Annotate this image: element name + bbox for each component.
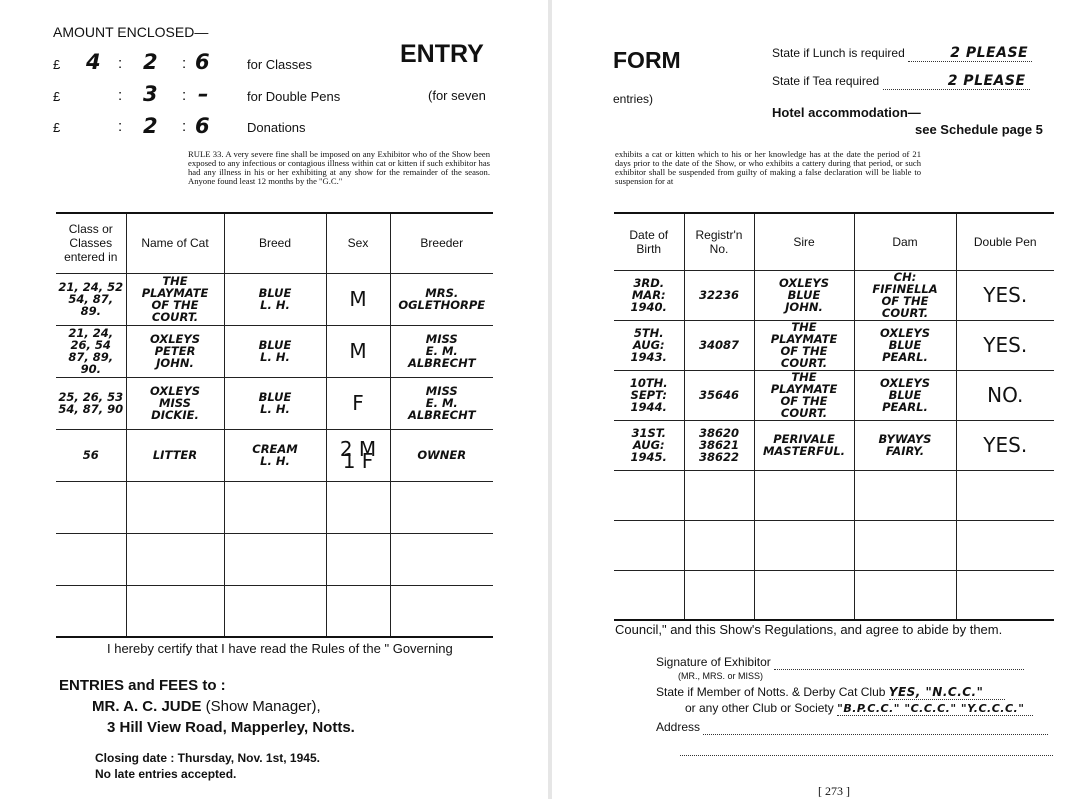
other-club-label: or any other Club or Society bbox=[685, 701, 834, 715]
table-cell: 32236 bbox=[684, 270, 754, 320]
member-value: YES, "N.C.C." bbox=[889, 685, 1005, 700]
table-cell bbox=[224, 481, 326, 533]
header-double-pen: Double Pen bbox=[956, 213, 1054, 270]
currency-symbol: £ bbox=[53, 120, 61, 135]
table-cell: THE PLAYMATE OF THE COURT. bbox=[754, 370, 854, 420]
table-cell: OXLEYS PETER JOHN. bbox=[126, 325, 224, 377]
form-title: FORM bbox=[613, 47, 681, 73]
pence-value: 6 bbox=[195, 50, 211, 74]
table-cell bbox=[56, 533, 126, 585]
table-cell bbox=[854, 470, 956, 520]
table-cell bbox=[614, 570, 684, 620]
shillings-value: 3 bbox=[143, 82, 159, 106]
table-cell bbox=[126, 533, 224, 585]
right-page bbox=[552, 0, 1076, 799]
table-cell bbox=[684, 520, 754, 570]
table-cell bbox=[854, 520, 956, 570]
signature-line bbox=[656, 655, 1024, 670]
rule-33-text: RULE 33. A very severe fine shall be imposed on any Exhibitor who of the Show been exposed to any infectious or contagious illness within cat or kitten if such exhibitor has had any illness in his or her exhibiting at any show for the remainder of the season. Anyone found least 12 months by the "G.C." bbox=[188, 149, 490, 186]
table-cell bbox=[956, 520, 1054, 570]
separator: : bbox=[118, 118, 123, 135]
currency-symbol: £ bbox=[53, 57, 61, 72]
table-cell: M bbox=[326, 325, 390, 377]
table-cell: BLUE L. H. bbox=[224, 325, 326, 377]
table-cell: YES. bbox=[956, 270, 1054, 320]
lunch-line bbox=[772, 45, 1032, 62]
table-row bbox=[614, 270, 1054, 320]
header-sire: Sire bbox=[754, 213, 854, 270]
table-cell bbox=[56, 481, 126, 533]
pence-value: 6 bbox=[195, 114, 211, 138]
entries-text: entries) bbox=[613, 92, 654, 106]
header-breeder: Breeder bbox=[390, 213, 493, 273]
table-cell: OXLEYS BLUE PEARL. bbox=[854, 370, 956, 420]
lunch-value: 2 PLEASE bbox=[908, 45, 1032, 62]
separator: : bbox=[118, 55, 123, 72]
table-cell: 10TH. SEPT: 1944. bbox=[614, 370, 684, 420]
table-cell: OWNER bbox=[390, 429, 493, 481]
table-cell: MISS E. M. ALBRECHT bbox=[390, 377, 493, 429]
table-cell: 2 M 1 F bbox=[326, 429, 390, 481]
table-row bbox=[56, 533, 493, 585]
rule-text-continued: exhibits a cat or kitten which to his or her knowledge has at the date the period of 21 days prior to the date of the Show, or who exhibits a cattery during that period, or such exhibitor shall be suspended from guilty of making a false declaration will be liable to suspension for at bbox=[615, 149, 921, 186]
table-row bbox=[614, 470, 1054, 520]
table-cell: BLUE L. H. bbox=[224, 377, 326, 429]
table-cell: OXLEYS MISS DICKIE. bbox=[126, 377, 224, 429]
table-cell bbox=[126, 481, 224, 533]
table-cell bbox=[956, 470, 1054, 520]
table-row bbox=[56, 273, 493, 325]
member-label: State if Member of Notts. & Derby Cat Club bbox=[656, 685, 886, 699]
table-cell: 21, 24, 26, 54 87, 89, 90. bbox=[56, 325, 126, 377]
table-cell: OXLEYS BLUE JOHN. bbox=[754, 270, 854, 320]
tea-line bbox=[772, 73, 1030, 90]
table-cell bbox=[390, 585, 493, 637]
table-cell: YES. bbox=[956, 420, 1054, 470]
hotel-sub: see Schedule page 5 bbox=[915, 122, 1043, 137]
table-cell: 25, 26, 53 54, 87, 90 bbox=[56, 377, 126, 429]
address-line-2 bbox=[680, 737, 1053, 756]
table-row bbox=[56, 585, 493, 637]
for-seven-text: (for seven bbox=[428, 88, 486, 103]
member-line bbox=[656, 685, 1005, 700]
separator: : bbox=[118, 87, 123, 104]
table-cell: 35646 bbox=[684, 370, 754, 420]
table-row bbox=[614, 320, 1054, 370]
address-line bbox=[656, 720, 1048, 735]
separator: : bbox=[182, 55, 187, 72]
entry-table-body bbox=[56, 273, 493, 637]
table-row bbox=[614, 570, 1054, 620]
table-cell bbox=[614, 520, 684, 570]
manager-role: (Show Manager), bbox=[201, 698, 321, 715]
shillings-value: 2 bbox=[143, 50, 159, 74]
table-row bbox=[614, 520, 1054, 570]
header-breed: Breed bbox=[224, 213, 326, 273]
address-field-2 bbox=[680, 737, 1053, 756]
table-cell: CH: FIFINELLA OF THE COURT. bbox=[854, 270, 956, 320]
table-cell bbox=[326, 533, 390, 585]
closing-date: Closing date : Thursday, Nov. 1st, 1945. bbox=[95, 751, 320, 765]
separator: : bbox=[182, 118, 187, 135]
table-cell bbox=[224, 533, 326, 585]
table-cell bbox=[224, 585, 326, 637]
table-cell bbox=[326, 585, 390, 637]
shillings-value: 2 bbox=[143, 114, 159, 138]
table-cell bbox=[754, 520, 854, 570]
fees-heading: ENTRIES and FEES to : bbox=[59, 677, 226, 694]
currency-symbol: £ bbox=[53, 89, 61, 104]
page-number: [ 273 ] bbox=[818, 784, 850, 798]
address-field-1 bbox=[703, 720, 1048, 735]
table-cell: NO. bbox=[956, 370, 1054, 420]
table-cell: 3RD. MAR: 1940. bbox=[614, 270, 684, 320]
header-registration-no: Registr'n No. bbox=[684, 213, 754, 270]
pedigree-table bbox=[614, 212, 1054, 621]
table-cell bbox=[684, 470, 754, 520]
lunch-label: State if Lunch is required bbox=[772, 46, 905, 60]
table-cell: 21, 24, 52 54, 87, 89. bbox=[56, 273, 126, 325]
certify-text: I hereby certify that I have read the Rules of the " Governing bbox=[107, 641, 453, 656]
table-cell bbox=[390, 533, 493, 585]
no-late-entries: No late entries accepted. bbox=[95, 767, 237, 781]
amount-enclosed-heading: AMOUNT ENCLOSED— bbox=[53, 24, 209, 40]
table-cell bbox=[326, 481, 390, 533]
header-sex: Sex bbox=[326, 213, 390, 273]
separator: : bbox=[182, 87, 187, 104]
tea-value: 2 PLEASE bbox=[883, 73, 1030, 90]
table-cell bbox=[126, 585, 224, 637]
table-cell: BYWAYS FAIRY. bbox=[854, 420, 956, 470]
table-cell bbox=[956, 570, 1054, 620]
table-cell bbox=[854, 570, 956, 620]
manager-line bbox=[92, 698, 321, 715]
table-row bbox=[56, 481, 493, 533]
table-cell: THE PLAYMATE OF THE COURT. bbox=[754, 320, 854, 370]
table-row bbox=[614, 370, 1054, 420]
table-cell: F bbox=[326, 377, 390, 429]
table-cell: PERIVALE MASTERFUL. bbox=[754, 420, 854, 470]
signature-label: Signature of Exhibitor bbox=[656, 655, 771, 669]
table-row bbox=[56, 377, 493, 429]
table-cell: MISS E. M. ALBRECHT bbox=[390, 325, 493, 377]
tea-label: State if Tea required bbox=[772, 74, 880, 88]
header-name-of-cat: Name of Cat bbox=[126, 213, 224, 273]
amount-label: for Double Pens bbox=[247, 89, 341, 104]
header-classes: Class or Classes entered in bbox=[56, 213, 126, 273]
table-cell bbox=[614, 470, 684, 520]
table-cell: YES. bbox=[956, 320, 1054, 370]
table-cell: 38620 38621 38622 bbox=[684, 420, 754, 470]
table-row bbox=[614, 420, 1054, 470]
manager-name: MR. A. C. JUDE bbox=[92, 698, 202, 715]
table-cell: 56 bbox=[56, 429, 126, 481]
pedigree-table-body bbox=[614, 270, 1054, 620]
table-cell: OXLEYS BLUE PEARL. bbox=[854, 320, 956, 370]
header-dam: Dam bbox=[854, 213, 956, 270]
address-label: Address bbox=[656, 720, 701, 734]
table-cell: 34087 bbox=[684, 320, 754, 370]
table-cell: LITTER bbox=[126, 429, 224, 481]
amount-label: for Classes bbox=[247, 57, 313, 72]
signature-field bbox=[774, 655, 1024, 670]
council-text: Council," and this Show's Regulations, and agree to abide by them. bbox=[615, 622, 1003, 637]
table-cell bbox=[754, 470, 854, 520]
manager-address: 3 Hill View Road, Mapperley, Notts. bbox=[107, 719, 355, 736]
table-cell: 5TH. AUG: 1943. bbox=[614, 320, 684, 370]
other-club-value: "B.P.C.C." "C.C.C." "Y.C.C.C." bbox=[837, 702, 1033, 716]
table-cell: THE PLAYMATE OF THE COURT. bbox=[126, 273, 224, 325]
table-row bbox=[56, 325, 493, 377]
hotel-label: Hotel accommodation— bbox=[772, 105, 921, 120]
entry-table bbox=[56, 212, 493, 638]
signature-sub: (MR., MRS. or MISS) bbox=[678, 671, 763, 681]
table-cell: CREAM L. H. bbox=[224, 429, 326, 481]
pence-value: – bbox=[198, 82, 209, 106]
entry-title: ENTRY bbox=[400, 40, 484, 68]
table-cell: BLUE L. H. bbox=[224, 273, 326, 325]
other-club-line bbox=[685, 701, 1033, 716]
table-cell bbox=[56, 585, 126, 637]
table-cell bbox=[684, 570, 754, 620]
header-date-of-birth: Date of Birth bbox=[614, 213, 684, 270]
table-cell: M bbox=[326, 273, 390, 325]
table-cell: MRS. OGLETHORPE bbox=[390, 273, 493, 325]
table-cell: 31ST. AUG: 1945. bbox=[614, 420, 684, 470]
pounds-value: 4 bbox=[86, 50, 102, 74]
amount-label: Donations bbox=[247, 120, 306, 135]
table-row bbox=[56, 429, 493, 481]
table-cell bbox=[390, 481, 493, 533]
table-cell bbox=[754, 570, 854, 620]
